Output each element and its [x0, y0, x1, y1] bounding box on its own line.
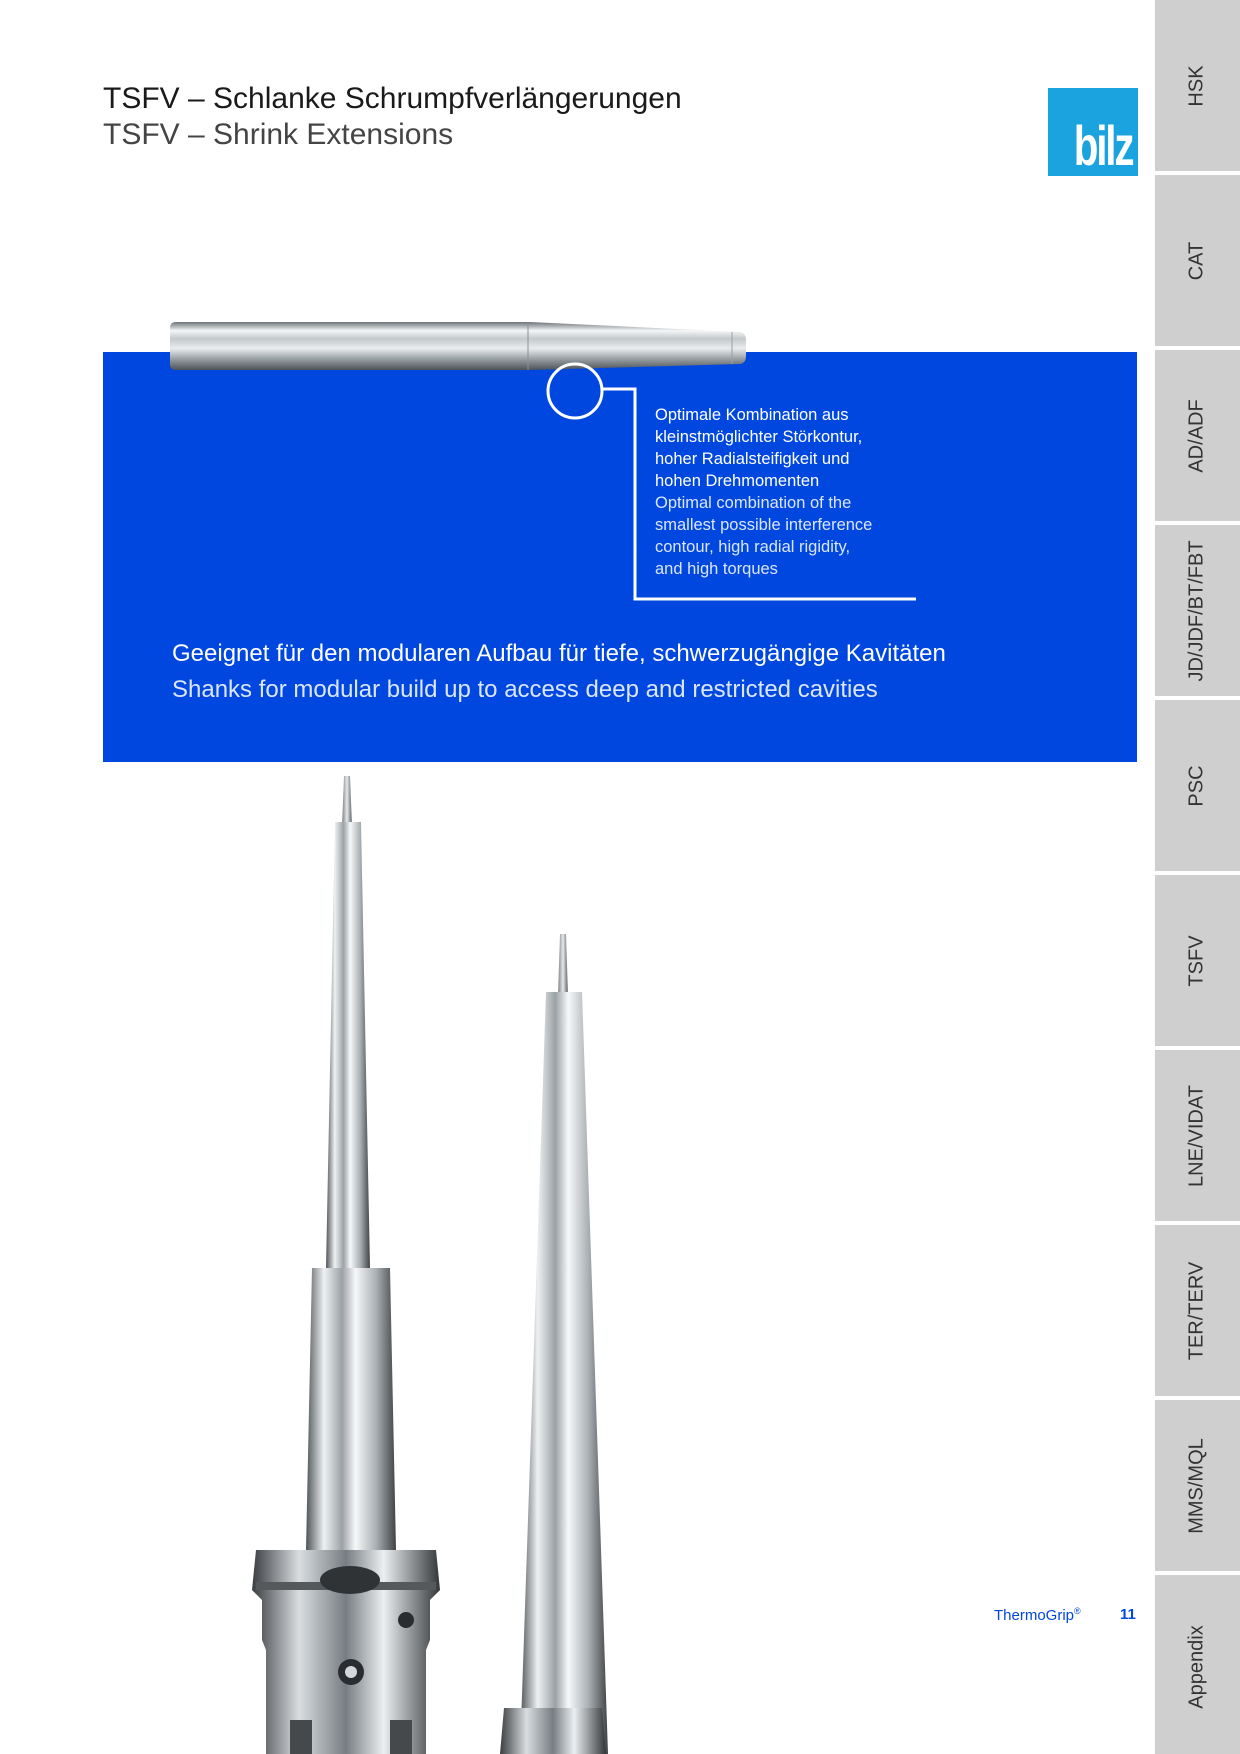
side-tab-label: TER/TERV [1185, 1261, 1208, 1361]
callout-de-line: hoher Radialsteifigkeit und [655, 450, 850, 468]
feature-tagline [172, 636, 946, 708]
side-tab-navigation [1155, 0, 1240, 1754]
side-tab-label: PSC [1185, 765, 1208, 807]
side-tab-cat[interactable] [1155, 175, 1240, 348]
side-tab-label: MMS/MQL [1185, 1438, 1208, 1534]
side-tab-mms-mql[interactable] [1155, 1400, 1240, 1573]
side-tab-psc[interactable] [1155, 700, 1240, 873]
bilz-logo [1048, 88, 1138, 176]
callout-de-line: kleinstmöglichter Störkontur, [655, 428, 863, 446]
side-tab-appendix[interactable] [1155, 1575, 1240, 1754]
side-tab-label: TSFV [1185, 935, 1208, 987]
tagline-english: Shanks for modular build up to access deep and restricted cavities [172, 676, 878, 703]
side-tab-label: JD/JDF/BT/FBT [1185, 540, 1208, 682]
logo-text: bilz [1073, 114, 1132, 176]
side-tab-hsk[interactable] [1155, 0, 1240, 173]
callout-en-line: and high torques [655, 560, 778, 578]
page-title-german: TSFV – Schlanke Schrumpfverlängerungen [103, 82, 682, 115]
callout-en-line: Optimal combination of the [655, 494, 852, 512]
registered-mark: ® [1074, 1606, 1081, 1616]
shrink-extension-vertical-image [230, 770, 630, 1754]
side-tab-ter-terv[interactable] [1155, 1225, 1240, 1398]
callout-en-line: smallest possible interference [655, 516, 873, 534]
side-tab-tsfv[interactable] [1155, 875, 1240, 1048]
side-tab-label: CAT [1185, 241, 1208, 281]
side-tab-label: HSK [1185, 65, 1208, 107]
page-title-english: TSFV – Shrink Extensions [103, 118, 454, 151]
side-tab-lne-vidat[interactable] [1155, 1050, 1240, 1223]
side-tab-ad-adf[interactable] [1155, 350, 1240, 523]
tagline-german: Geeignet für den modularen Aufbau für tiefe, schwerzugängige Kavitäten [172, 640, 946, 667]
side-tab-label: AD/ADF [1185, 399, 1208, 473]
footer-brand [994, 1606, 1081, 1624]
page-number: 11 [1120, 1606, 1136, 1623]
callout-german [655, 404, 915, 492]
callout-text [655, 404, 915, 580]
side-tab-label: LNE/VIDAT [1185, 1085, 1208, 1187]
callout-en-line: contour, high radial rigidity, [655, 538, 851, 556]
side-tab-jd-jdf-bt-fbt[interactable] [1155, 525, 1240, 698]
callout-english [655, 492, 915, 580]
footer-brand-name: ThermoGrip [994, 1607, 1075, 1624]
side-tab-label: Appendix [1185, 1625, 1208, 1709]
callout-de-line: Optimale Kombination aus [655, 406, 849, 424]
callout-de-line: hohen Drehmomenten [655, 472, 820, 490]
